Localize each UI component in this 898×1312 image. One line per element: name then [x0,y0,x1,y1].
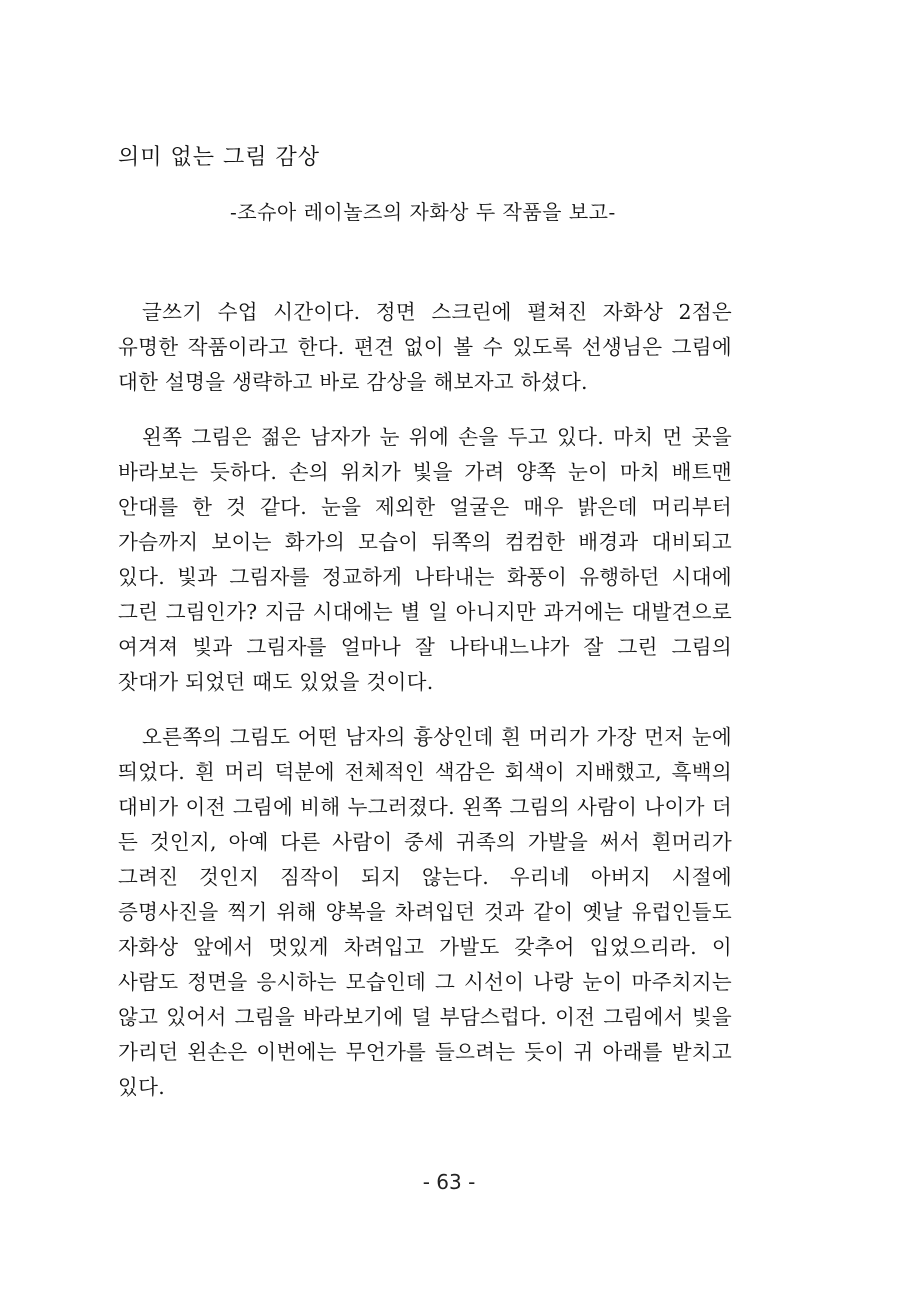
paragraph-2: 왼쪽 그림은 젊은 남자가 눈 위에 손을 두고 있다. 마치 먼 곳을 바라보는 듯하다. 손의 위치가 빛을 가려 양쪽 눈이 마치 배트맨 안대를 한 것 같다. 눈을 제외한 얼굴은 매우 밝은데 머리부터 가슴까지 보이는 화가의 모습이 뒤쪽의 컴컴한 배경과 대비되고 있다. 빛과 그림자를 정교하게 나타내는 화풍이 유행하던 시대에 그린 그림인가? 지금 시대에는 별 일 아니지만 과거에는 대발견으로 여겨져 빛과 그림자를 얼마나 잘 나타내느냐가 잘 그린 그림의 잣대가 되었던 때도 있었을 것이다. [118,425,732,694]
paragraph-3: 오른쪽의 그림도 어떤 남자의 흉상인데 흰 머리가 가장 먼저 눈에 띄었다. 흰 머리 덕분에 전체적인 색감은 회색이 지배했고, 흑백의 대비가 이전 그림에 비해 누그러졌다. 왼쪽 그림의 사람이 나이가 더 든 것인지, 아예 다른 사람이 중세 귀족의 가발을 써서 흰머리가 그려진 것인지 짐작이 되지 않는다. 우리네 아버지 시절에 증명사진을 찍기 위해 양복을 차려입던 것과 같이 옛날 유럽인들도 자화상 앞에서 멋있게 차려입고 가발도 갖추어 입었으리라. 이 사람도 정면을 응시하는 모습인데 그 시선이 나랑 눈이 마주치지는 않고 있어서 그림을 바라보기에 덜 부담스럽다. 이전 그림에서 빛을 가리던 왼손은 이번에는 무언가를 들으려는 듯이 귀 아래를 받치고 있다. [118,725,732,1099]
essay-subtitle: -조슈아 레이놀즈의 자화상 두 작품을 보고- [230,200,616,224]
essay-title: 의미 없는 그림 감상 [118,145,320,170]
page-number: - 63 - [422,1170,476,1194]
essay-body [118,295,732,1125]
paragraph-1: 글쓰기 수업 시간이다. 정면 스크린에 펼쳐진 자화상 2점은 유명한 작품이라고 한다. 편견 없이 볼 수 있도록 선생님은 그림에 대한 설명을 생략하고 바로 감상을 해보자고 하셨다. [118,300,732,394]
